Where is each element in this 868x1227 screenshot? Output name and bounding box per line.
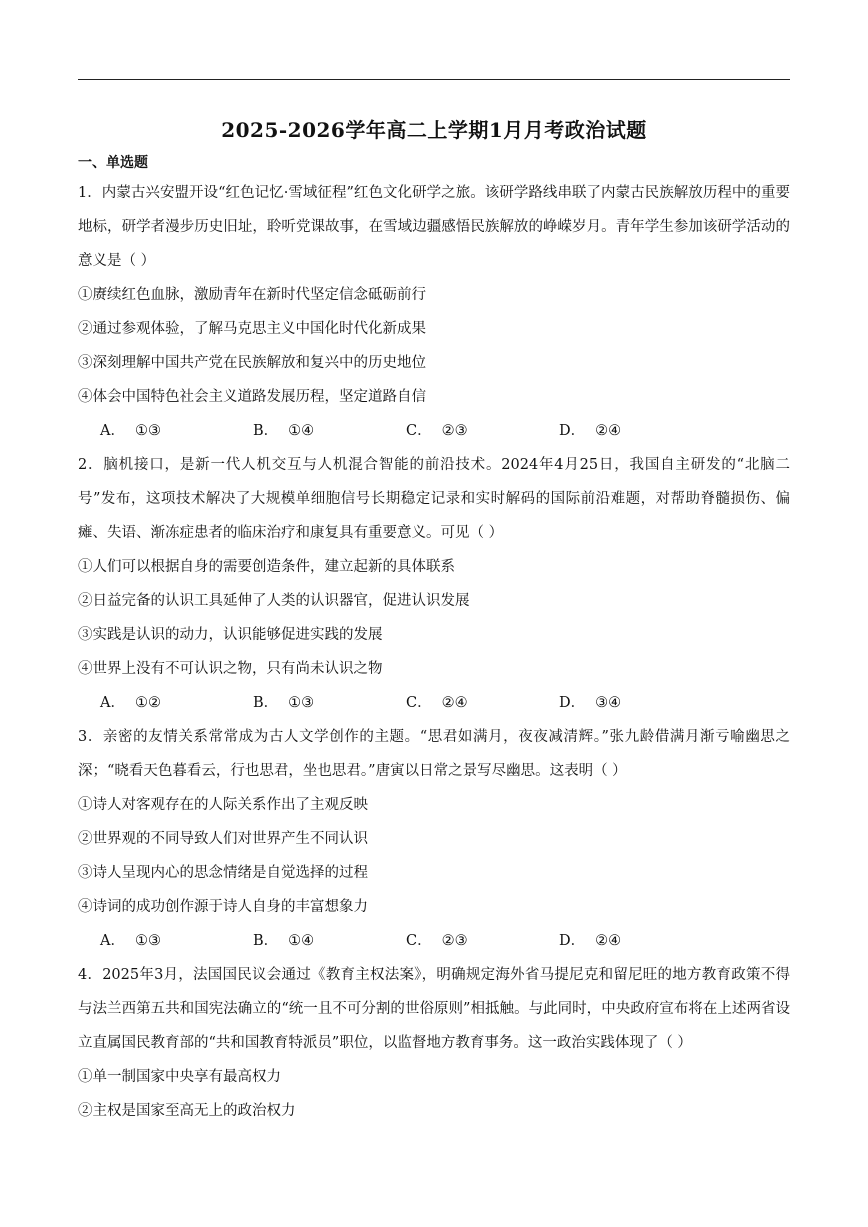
statement: ②世界观的不同导致人们对世界产生不同认识 [78,831,368,847]
option-d: D． ③④ [559,695,622,711]
statement: ①诗人对客观存在的人际关系作出了主观反映 [78,797,368,813]
option-c: C． ②③ [406,423,468,439]
statement: ②通过参观体验，了解马克思主义中国化时代化新成果 [78,321,426,337]
option-a: A． ①② [100,695,161,711]
option-a: A． ①③ [100,933,161,949]
answer-options [78,924,790,958]
answer-options [78,686,790,720]
statement: ②日益完备的认识工具延伸了人类的认识器官，促进认识发展 [78,593,470,609]
question-stem: 3．亲密的友情关系常常成为古人文学创作的主题。“思君如满月，夜夜减清辉。”张九龄借满月渐亏喻幽思之深；“晓看天色暮看云，行也思君，坐也思君。”唐寅以日常之景写尽幽思。这表明（ ） [78,729,790,779]
section-heading: 一、单选题 [78,155,148,171]
option-b: B． ①④ [253,933,315,949]
question-stem: 4．2025年3月，法国国民议会通过《教育主权法案》，明确规定海外省马提尼克和留尼旺的地方教育政策不得与法兰西第五共和国宪法确立的“统一且不可分割的世俗原则”相抵触。与此同时，中央政府宣布将在上述两省设立直属国民教育部的“共和国教育特派员”职位，以监督地方教育事务。这一政治实践体现了（ ） [78,967,790,1051]
option-c: C． ②③ [406,933,468,949]
statement: ③实践是认识的动力，认识能够促进实践的发展 [78,627,383,643]
question-stem: 2．脑机接口，是新一代人机交互与人机混合智能的前沿技术。2024年4月25日，我国自主研发的“北脑二号”发布，这项技术解决了大规模单细胞信号长期稳定记录和实时解码的国际前沿难题，对帮助脊髓损伤、偏瘫、失语、渐冻症患者的临床治疗和康复具有重要意义。可见（ ） [78,457,790,541]
statement: ②主权是国家至高无上的政治权力 [78,1103,296,1119]
header-rule [78,79,790,80]
option-a: A． ①③ [100,423,161,439]
option-d: D． ②④ [559,933,622,949]
statement: ④世界上没有不可认识之物，只有尚未认识之物 [78,661,383,677]
option-b: B． ①④ [253,423,315,439]
question-1 [78,176,790,448]
answer-options [78,414,790,448]
question-2 [78,448,790,720]
option-d: D． ②④ [559,423,622,439]
option-b: B． ①③ [253,695,315,711]
question-stem: 1．内蒙古兴安盟开设“红色记忆·雪域征程”红色文化研学之旅。该研学路线串联了内蒙古民族解放历程中的重要地标，研学者漫步历史旧址，聆听党课故事，在雪域边疆感悟民族解放的峥嵘岁月。青年学生参加该研学活动的意义是（ ） [78,185,790,269]
exam-title: 2025-2026学年高二上学期1月月考政治试题 [221,118,647,142]
question-list [78,176,790,1128]
question-3 [78,720,790,958]
statement: ①赓续红色血脉，激励青年在新时代坚定信念砥砺前行 [78,287,426,303]
statement: ③诗人呈现内心的思念情绪是自觉选择的过程 [78,865,368,881]
statement: ④体会中国特色社会主义道路发展历程，坚定道路自信 [78,389,426,405]
statement: ①单一制国家中央享有最高权力 [78,1069,281,1085]
option-c: C． ②④ [406,695,468,711]
question-4 [78,958,790,1128]
statement: ④诗词的成功创作源于诗人自身的丰富想象力 [78,899,368,915]
statement: ③深刻理解中国共产党在民族解放和复兴中的历史地位 [78,355,426,371]
statement: ①人们可以根据自身的需要创造条件，建立起新的具体联系 [78,559,455,575]
